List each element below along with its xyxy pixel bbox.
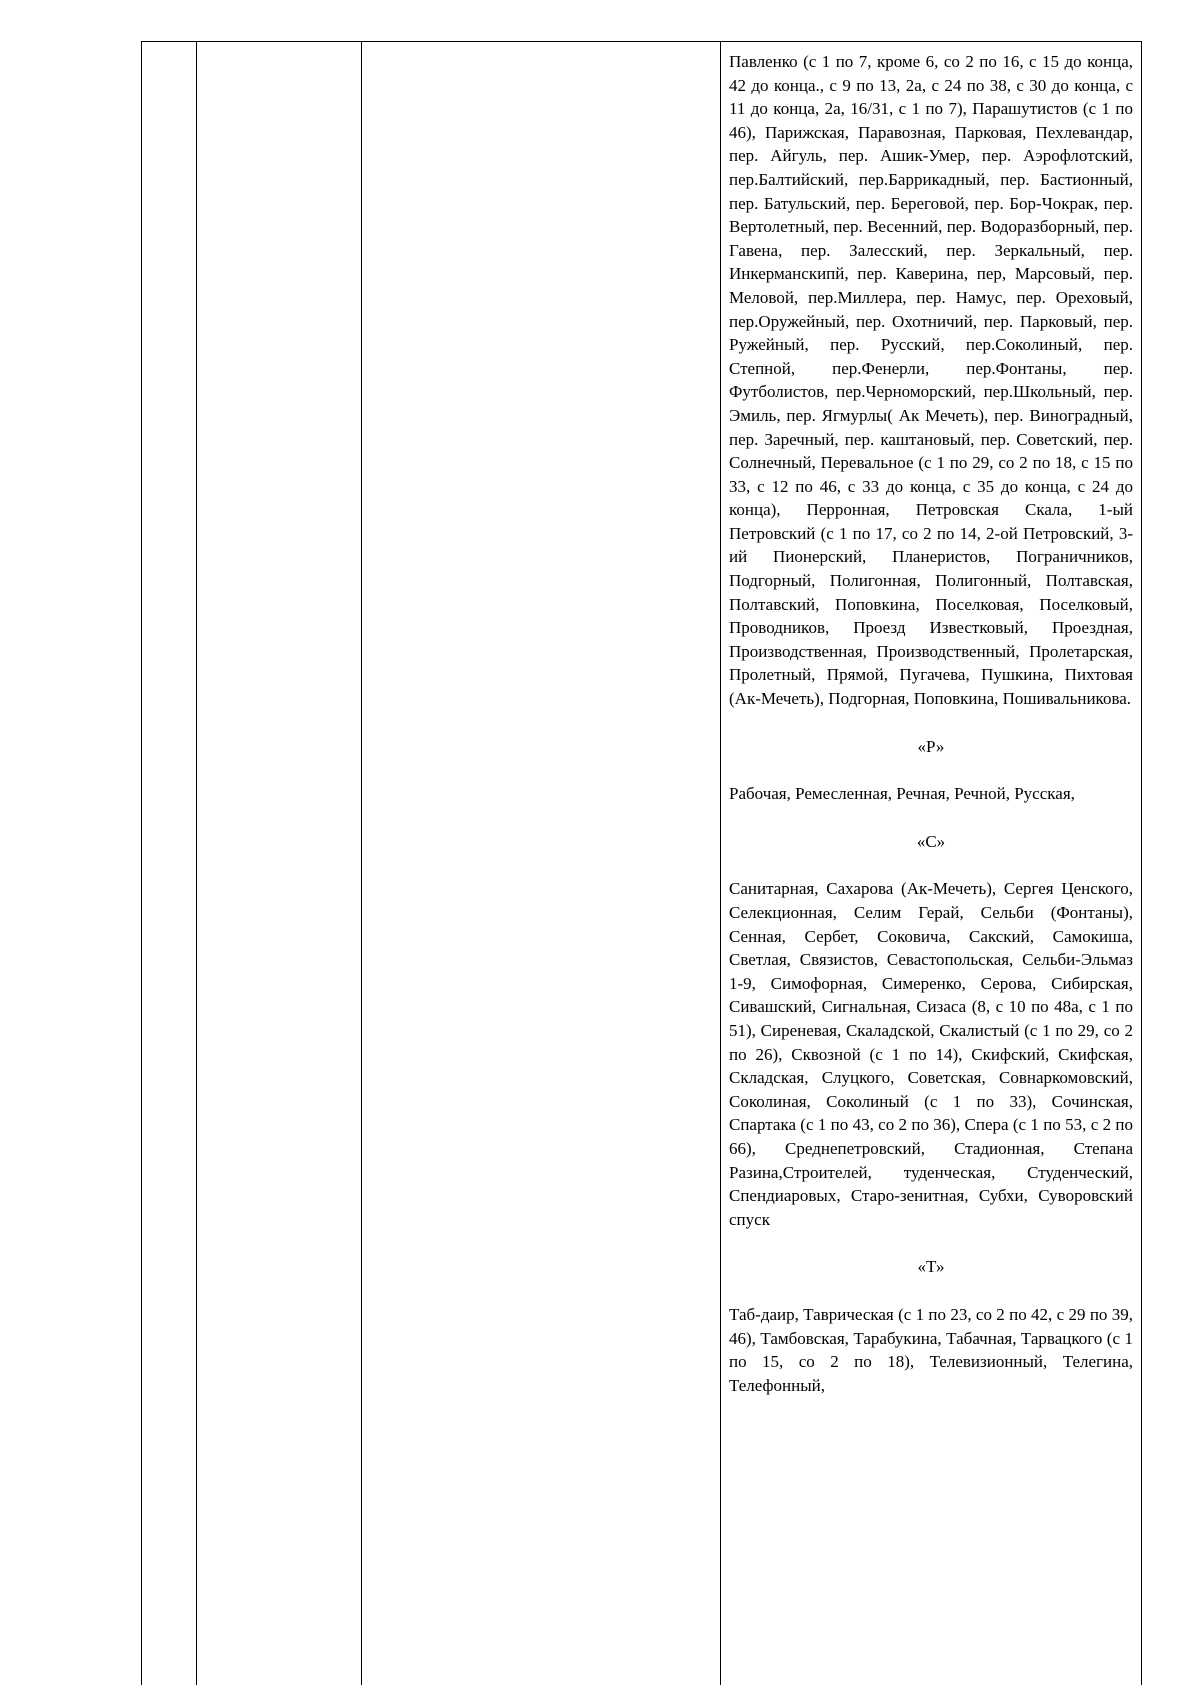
letter-heading-r: «Р» [917,736,945,756]
table-border-4 [720,42,721,1685]
table-top-border [141,41,1142,42]
letter-heading-s: «С» [916,831,946,851]
table-border-5 [1141,42,1142,1685]
streets-paragraph-r: Рабочая, Ремесленная, Речная, Речной, Русская, [729,784,1075,804]
streets-cell [729,50,1133,1397]
streets-paragraph-p: Павленко (с 1 по 7, кроме 6, со 2 по 16, с 15 до конца, 42 до конца., с 9 по 13, 2а, с 24 по 38, с 30 до конца, с 11 до конца, 2а, 16/31, с 1 по 7), Парашутистов (с 1 по 46), Парижская, Паравозная, Парковая, Пехлевандар, пер. Айгуль, пер. Ашик-Умер, пер. Аэрофлотский, пер.Балтийский, пер.Баррикадный, пер. Бастионный, пер. Батульский, пер. Береговой, пер. Бор-Чокрак, пер. Вертолетный, пер. Весенний, пер. Водоразборный, пер. Гавена, пер. Залесский, пер. Зеркальный, пер. Инкерманскипй, пер. Каверина, пер, Марсовый, пер. Меловой, пер.Миллера, пер. Намус, пер. Ореховый, пер.Оружейный, пер. Охотничий, пер. Парковый, пер. Ружейный, пер. Русский, пер.Соколиный, пер. Степной, пер.Фенерли, пер.Фонтаны, пер. Футболистов, пер.Черноморский, пер.Школьный, пер. Эмиль, пер. Ягмурлы( Ак Мечеть), пер. Виноградный, пер. Заречный, пер. каштановый, пер. Советский, пер. Солнечный, Перевальное (с 1 по 29, со 2 по 18, с 15 по 33, с 12 по 46, с 33 до конца, с 35 до конца, с 24 до конца), Перронная, Петровская Скала, 1-ый Петровский (с 1 по 17, со 2 по 14, 2-ой Петровский, 3-ий Пионерский, Планеристов, Пограничников, Подгорный, Полигонная, Полигонный, Полтавская, Полтавский, Поповкина, Поселковая, Поселковый, Проводников, Проезд Известковый, Проездная, Производственная, Производственный, Пролетарская, Пролетный, Прямой, Пугачева, Пушкина, Пихтовая (Ак-Мечеть), Подгорная, Поповкина, Пошивальникова. [729,52,1133,709]
letter-heading-t: «Т» [917,1257,945,1277]
table-border-3 [361,42,362,1685]
streets-paragraph-t: Таб-даир, Таврическая (с 1 по 23, со 2 по 42, с 29 по 39, 46), Тамбовская, Тарабукина, Табачная, Тарвацкого (с 1 по 15, со 2 по 18), Телевизионный, Телегина, Телефонный, [729,1304,1133,1395]
table-border-1 [141,42,142,1685]
table-border-2 [196,42,197,1685]
streets-paragraph-s: Санитарная, Сахарова (Ак-Мечеть), Сергея Ценского, Селекционная, Селим Герай, Сельби (Фонтаны), Сенная, Сербет, Соковича, Сакский, Самокиша, Светлая, Связистов, Севастопольская, Сельби-Эльмаз 1-9, Симофорная, Симеренко, Серова, Сибирская, Сивашский, Сигнальная, Сизаса (8, с 10 по 48а, с 1 по 51), Сиреневая, Скаладской, Скалистый (с 1 по 29, со 2 по 26), Сквозной (с 1 по 14), Скифский, Скифская, Складская, Слуцкого, Советская, Совнаркомовский, Соколиная, Соколиный (с 1 по 33), Сочинская, Спартака (с 1 по 43, со 2 по 36), Спера (с 1 по 53, с 2 по 66), Среднепетровский, Стадионная, Степана Разина,Строителей, туденческая, Студенческий, Спендиаровых, Старо-зенитная, Субхи, Суворовский спуск [729,879,1133,1229]
